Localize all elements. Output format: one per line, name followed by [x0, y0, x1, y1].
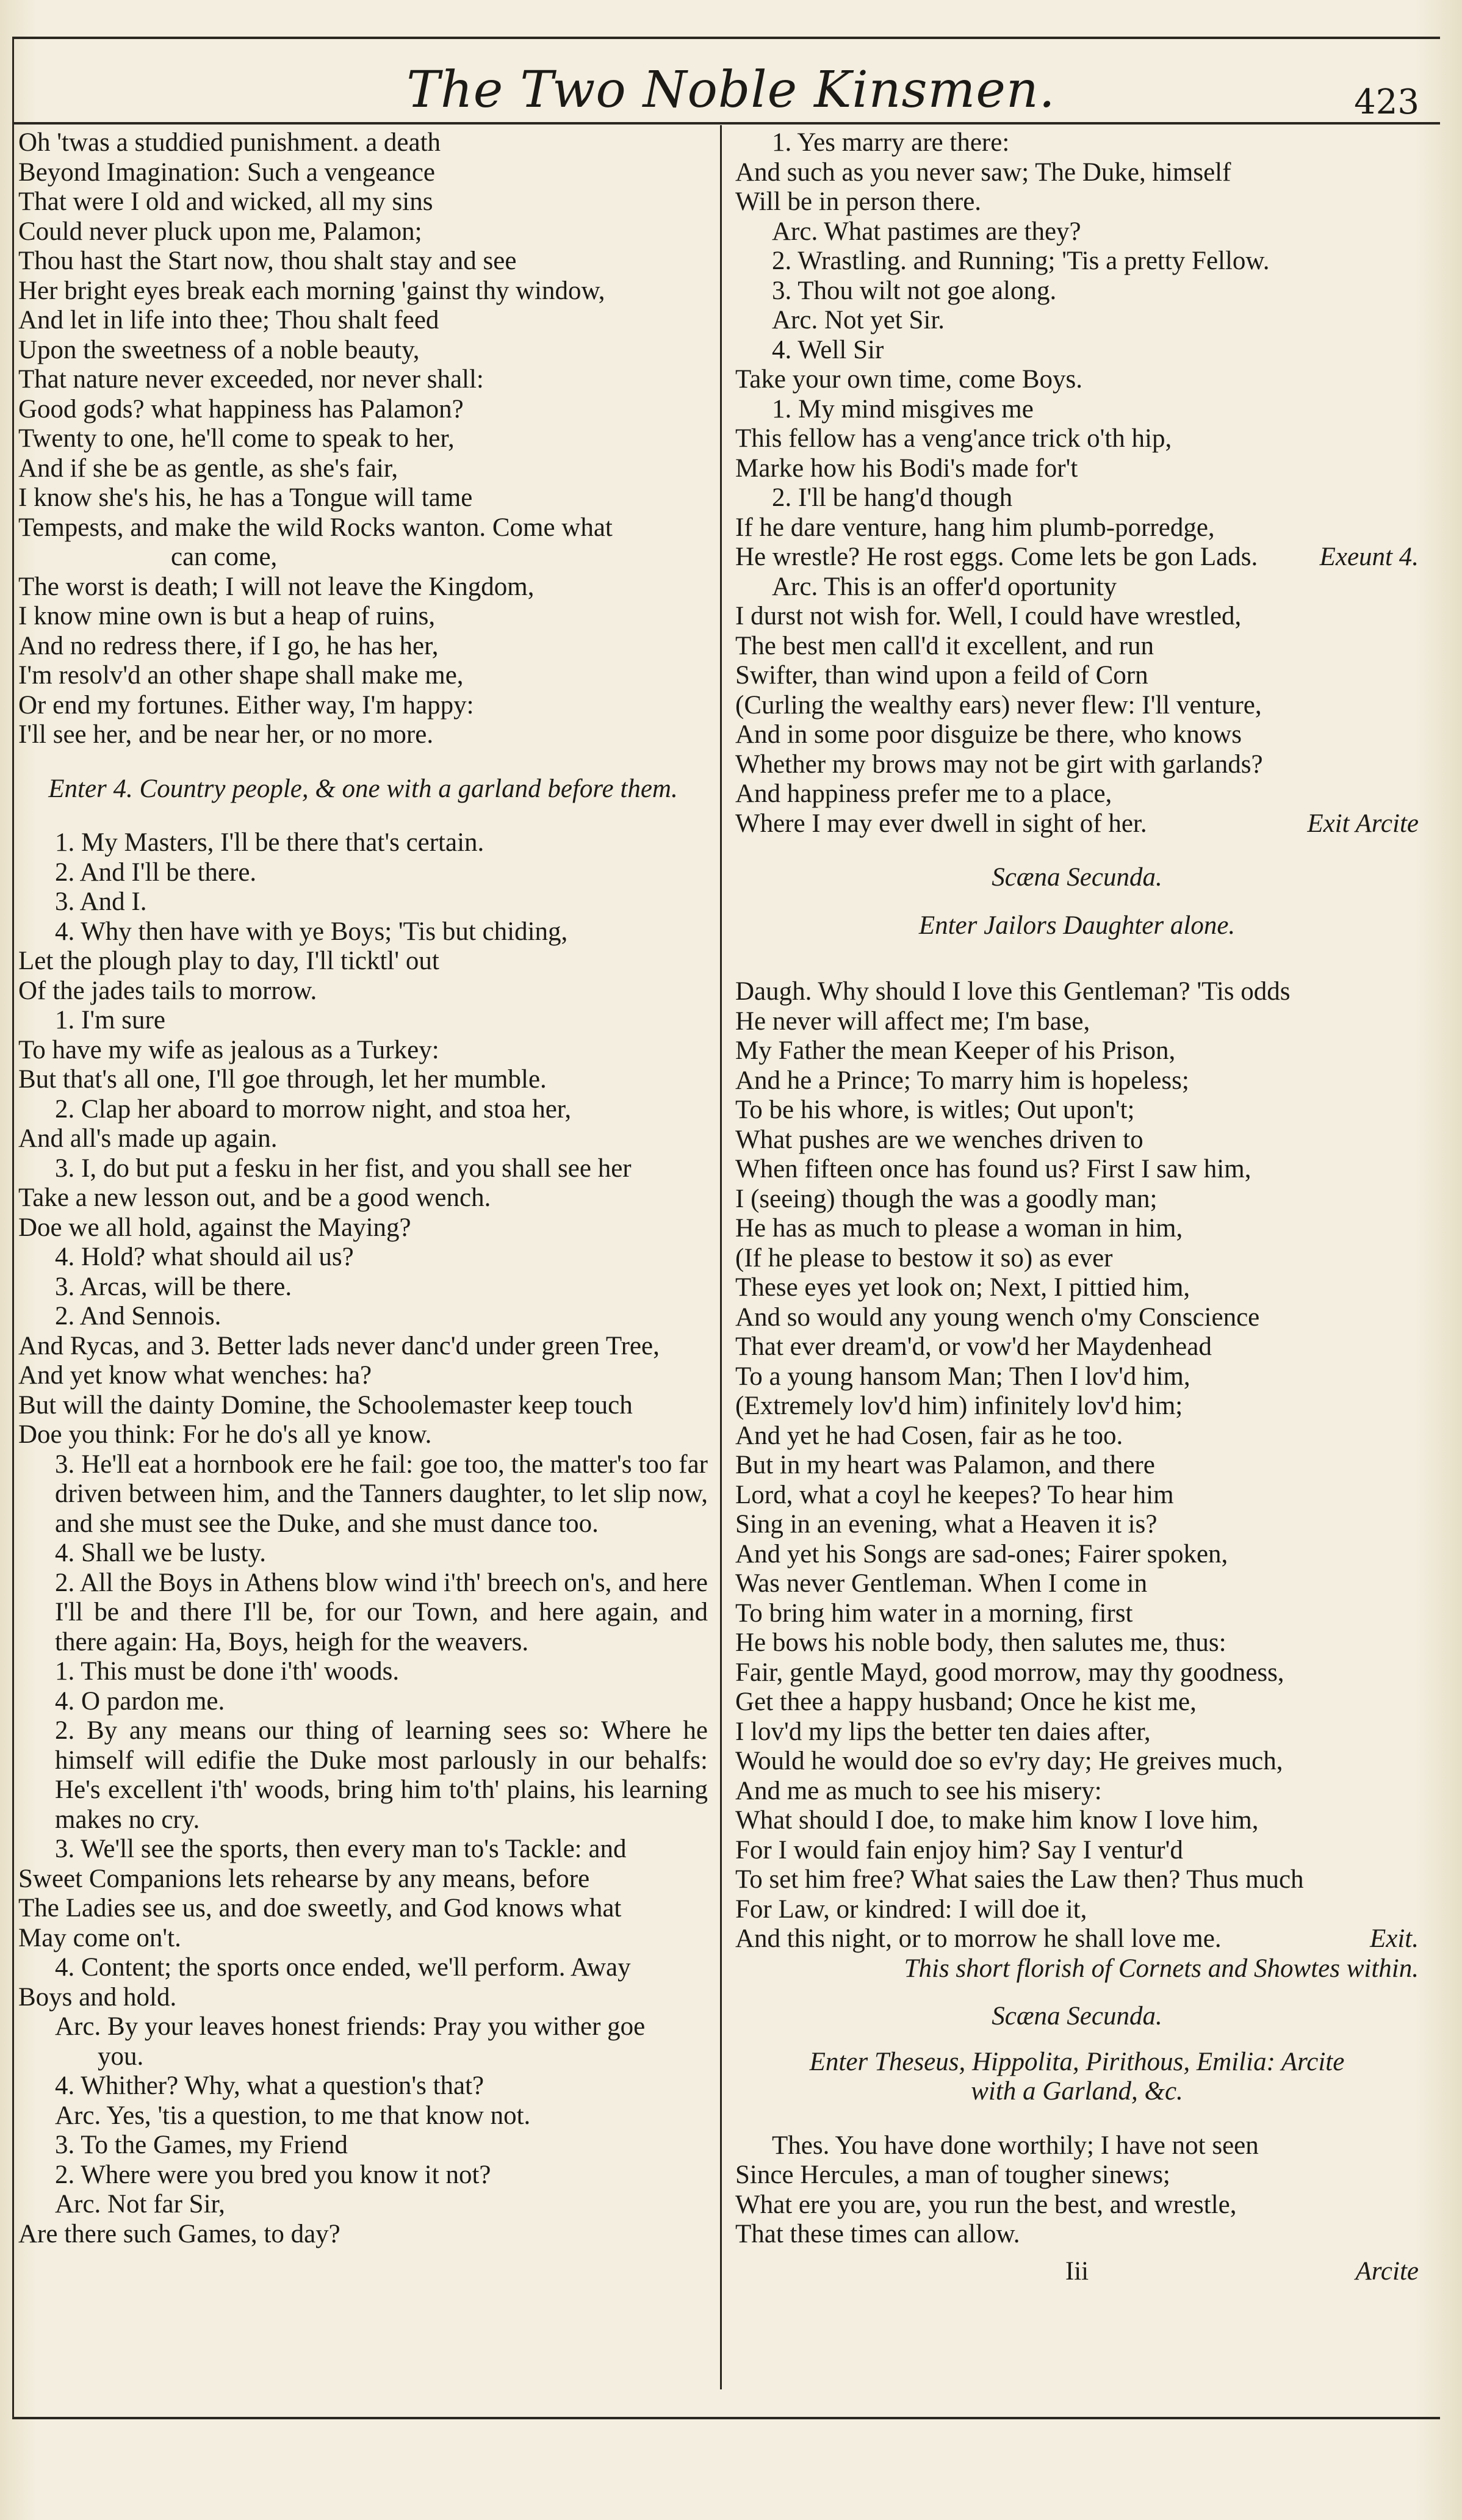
running-title: The Two Noble Kinsmen.: [406, 61, 1056, 119]
dialogue-line: 2. Wrastling. and Running; 'Tis a pretty Fellow.: [772, 247, 1270, 275]
catchword: Arcite: [1355, 2257, 1419, 2286]
speech-line: That ever dream'd, or vow'd her Maydenhead: [735, 1332, 1212, 1361]
dialogue-line: Arc. What pastimes are they?: [772, 217, 1081, 246]
flourish-direction: This short florish of Cornets and Showtes within.: [904, 1954, 1419, 1983]
dialogue-line: 4. Hold? what should ail us?: [55, 1243, 354, 1271]
speech-line: Would he would doe so ev'ry day; He greives much,: [735, 1747, 1283, 1775]
speech-line: He has as much to please a woman in him,: [735, 1214, 1183, 1243]
dialogue-line: Of the jades tails to morrow.: [18, 976, 317, 1005]
dialogue-line: 1. My mind misgives me: [772, 394, 1034, 424]
speech-text: And this night, or to morrow he shall love me.: [735, 1924, 1222, 1953]
text-line: And let in life into thee; Thou shalt feed: [18, 306, 439, 334]
text-line: Tempests, and make the wild Rocks wanton. Come what: [18, 513, 613, 542]
dialogue-line: you.: [98, 2042, 144, 2071]
speech-line: And yet his Songs are sad-ones; Fairer spoken,: [735, 1539, 1228, 1569]
text-line: Upon the sweetness of a noble beauty,: [18, 335, 420, 364]
speech-line: For Law, or kindred: I will doe it,: [735, 1894, 1087, 1924]
exeunt-direction: Exeunt 4.: [1319, 543, 1419, 571]
stage-direction: with a Garland, &c.: [971, 2077, 1183, 2106]
dialogue-text: He wrestle? He rost eggs. Come lets be gon Lads.: [735, 543, 1258, 571]
text-line: I'll see her, and be near her, or no more.: [18, 720, 434, 749]
dialogue-line: Arc. Yes, 'tis a question, to me that know not.: [55, 2101, 531, 2130]
dialogue-line: And Rycas, and 3. Better lads never danc'd under green Tree,: [18, 1331, 660, 1360]
text-line: And no redress there, if I go, he has her,: [18, 631, 439, 660]
dialogue-line: Doe you think: For he do's all ye know.: [18, 1420, 432, 1449]
speech-line: And he a Prince; To marry him is hopeless;: [735, 1066, 1189, 1095]
dialogue-line: This fellow has a veng'ance trick o'th hip,: [735, 424, 1172, 453]
speech-line: And me as much to see his misery:: [735, 1776, 1102, 1805]
dialogue-line: 1. Yes marry are there:: [772, 128, 1010, 157]
dialogue-line: [735, 543, 1419, 572]
dialogue-line: Doe we all hold, against the Maying?: [18, 1213, 411, 1242]
speech-line: He bows his noble body, then salutes me, thus:: [735, 1628, 1226, 1657]
speech-line: These eyes yet look on; Next, I pittied him,: [735, 1273, 1190, 1302]
exit-arcite-direction: Exit Arcite: [1307, 809, 1419, 838]
dialogue-line: 3. We'll see the sports, then every man to's Tackle: and: [55, 1835, 627, 1863]
speech-line: [735, 1924, 1419, 1954]
speech-line: Get thee a happy husband; Once he kist me,: [735, 1688, 1197, 1716]
speech-line: I (seeing) though the was a goodly man;: [735, 1184, 1158, 1213]
dialogue-text: Where I may ever dwell in sight of her.: [735, 809, 1147, 838]
dialogue-line: Whether my brows may not be girt with garlands?: [735, 749, 1263, 779]
text-line: I know mine own is but a heap of ruins,: [18, 602, 436, 630]
text-line: Beyond Imagination: Such a vengeance: [18, 157, 436, 187]
text-line: Twenty to one, he'll come to speak to her,: [18, 424, 455, 453]
dialogue-line: And yet know what wenches: ha?: [18, 1361, 372, 1390]
dialogue-line: 4. Shall we be lusty.: [55, 1539, 266, 1567]
header-rule: [12, 122, 1440, 125]
dialogue-line: Marke how his Bodi's made for't: [735, 453, 1078, 483]
speech-line: For I would fain enjoy him? Say I ventur'd: [735, 1835, 1183, 1865]
dialogue-line: Take your own time, come Boys.: [735, 365, 1083, 394]
speech-line: And yet he had Cosen, fair as he too.: [735, 1421, 1123, 1450]
dialogue-line: The best men call'd it excellent, and run: [735, 631, 1154, 660]
dialogue-line: 3. I, do but put a fesku in her fist, and you shall see her: [55, 1153, 632, 1183]
dialogue-line: 4. Why then have with ye Boys; 'Tis but chiding,: [55, 917, 568, 946]
dialogue-line: Take a new lesson out, and be a good wench.: [18, 1183, 491, 1212]
left-column: [18, 128, 708, 2249]
speech-line: (If he please to bestow it so) as ever: [735, 1243, 1113, 1273]
speech-line: (Extremely lov'd him) infinitely lov'd him;: [735, 1392, 1183, 1420]
dialogue-paragraph: 2. All the Boys in Athens blow wind i'th' breech on's, and here I'll be and there I'll be, for our Town, and here again, and there again: Ha, Boys, heigh for the weavers.: [55, 1568, 708, 1656]
top-border-rule: [12, 37, 1440, 39]
dialogue-line: Arc. This is an offer'd oportunity: [772, 572, 1117, 601]
dialogue-line: 1. I'm sure: [55, 1006, 165, 1034]
text-line: The worst is death; I will not leave the Kingdom,: [18, 572, 535, 601]
dialogue-line: I durst not wish for. Well, I could have wrestled,: [735, 602, 1242, 630]
speech-line: What should I doe, to make him know I love him,: [735, 1806, 1259, 1835]
speech-line: Was never Gentleman. When I come in: [735, 1569, 1148, 1598]
text-line: I know she's his, he has a Tongue will tame: [18, 483, 473, 512]
text-line: can come,: [171, 543, 278, 571]
dialogue-line: Are there such Games, to day?: [18, 2219, 340, 2248]
dialogue-line: 3. To the Games, my Friend: [55, 2131, 348, 2159]
dialogue-line: 2. Clap her aboard to morrow night, and stoa her,: [55, 1094, 572, 1124]
text-line: Her bright eyes break each morning 'gainst thy window,: [18, 276, 605, 305]
dialogue-line: The Ladies see us, and doe sweetly, and God knows what: [18, 1894, 622, 1922]
speech-line: I lov'd my lips the better ten daies after,: [735, 1717, 1151, 1746]
stage-direction: Enter 4. Country people, & one with a garland before them.: [48, 774, 678, 803]
dialogue-line: Arc. Not far Sir,: [55, 2190, 225, 2219]
dialogue-line: 1. My Masters, I'll be there that's certain.: [55, 828, 484, 857]
text-line: Or end my fortunes. Either way, I'm happy:: [18, 690, 474, 720]
text-line: Oh 'twas a studdied punishment. a death: [18, 128, 441, 157]
scene-heading: Scæna Secunda.: [992, 863, 1162, 892]
dialogue-line: Arc. By your leaves honest friends: Pray you wither goe: [55, 2012, 646, 2041]
dialogue-line: But will the dainty Domine, the Schoolemaster keep touch: [18, 1390, 633, 1420]
speech-line: Daugh. Why should I love this Gentleman? 'Tis odds: [735, 977, 1291, 1006]
dialogue-line: But that's all one, I'll goe through, let her mumble.: [18, 1065, 547, 1094]
dialogue-line: 3. Thou wilt not goe along.: [772, 276, 1057, 305]
dialogue-line: Sweet Companions lets rehearse by any means, before: [18, 1864, 590, 1893]
text-line: Good gods? what happiness has Palamon?: [18, 394, 464, 424]
speech-line: Sing in an evening, what a Heaven it is?: [735, 1510, 1158, 1539]
column-divider: [720, 125, 722, 2389]
speech-line: That these times can allow.: [735, 2220, 1020, 2248]
speech-line: What ere you are, you run the best, and wrestle,: [735, 2190, 1237, 2219]
dialogue-line: Swifter, than wind upon a feild of Corn: [735, 661, 1148, 690]
exit-direction: Exit.: [1370, 1924, 1419, 1953]
page-number: 423: [1354, 82, 1419, 122]
text-line: Could never pluck upon me, Palamon;: [18, 217, 422, 246]
dialogue-line: Boys and hold.: [18, 1982, 177, 2012]
dialogue-paragraph: 2. By any means our thing of learning sees so: Where he himself will edifie the Duke most parlously in our behalfs: He's excellent i'th' woods, bring him to'th' plains, his learning makes no cry.: [55, 1716, 708, 1834]
dialogue-line: 1. This must be done i'th' woods.: [55, 1657, 400, 1686]
dialogue-line: (Curling the wealthy ears) never flew: I'll venture,: [735, 690, 1262, 720]
speech-line: To bring him water in a morning, first: [735, 1598, 1133, 1628]
right-column: [735, 128, 1419, 2287]
dialogue-line: 2. I'll be hang'd though: [772, 483, 1013, 512]
dialogue-line: 2. And I'll be there.: [55, 857, 257, 887]
dialogue-line: 3. And I.: [55, 887, 147, 916]
dialogue-line: And all's made up again.: [18, 1124, 278, 1153]
text-line: That nature never exceeded, nor never shall:: [18, 365, 484, 394]
dialogue-line: 4. O pardon me.: [55, 1686, 225, 1716]
dialogue-line: And such as you never saw; The Duke, himself: [735, 157, 1231, 187]
dialogue-line: 4. Content; the sports once ended, we'll perform. Away: [55, 1953, 631, 1982]
scene-heading: Scæna Secunda.: [992, 2002, 1162, 2031]
dialogue-line: 2. Where were you bred you know it not?: [55, 2160, 491, 2189]
speech-line: To set him free? What saies the Law then? Thus much: [735, 1865, 1304, 1894]
dialogue-line: May come on't.: [18, 1923, 181, 1952]
text-line: I'm resolv'd an other shape shall make me,: [18, 661, 464, 690]
speech-line: Since Hercules, a man of tougher sinews;: [735, 2161, 1170, 2189]
speech-line: To a young hansom Man; Then I lov'd him,: [735, 1362, 1190, 1391]
speech-line: When fifteen once has found us? First I saw him,: [735, 1155, 1251, 1183]
speech-line: But in my heart was Palamon, and there: [735, 1451, 1155, 1479]
speech-line: Lord, what a coyl he keepes? To hear him: [735, 1480, 1174, 1509]
speech-line: Fair, gentle Mayd, good morrow, may thy goodness,: [735, 1658, 1284, 1687]
speech-line: My Father the mean Keeper of his Prison,: [735, 1036, 1176, 1065]
speech-line: What pushes are we wenches driven to: [735, 1125, 1143, 1154]
stage-direction: Enter Jailors Daughter alone.: [918, 911, 1236, 940]
dialogue-line: To have my wife as jealous as a Turkey:: [18, 1035, 439, 1064]
dialogue-line: 4. Well Sir: [772, 335, 884, 364]
dialogue-line: If he dare venture, hang him plumb-porredge,: [735, 513, 1215, 542]
dialogue-line: Arc. Not yet Sir.: [772, 306, 945, 334]
signature-mark: Iii: [1065, 2256, 1089, 2286]
stage-direction: Enter Theseus, Hippolita, Pirithous, Emilia: Arcite: [809, 2047, 1345, 2076]
dialogue-line: Will be in person there.: [735, 187, 982, 216]
dialogue-line: And in some poor disguize be there, who knows: [735, 720, 1242, 749]
dialogue-paragraph: 3. He'll eat a hornbook ere he fail: goe too, the matter's too far driven between him, and the Tanners daughter, to let slip now, and she must see the Duke, and she must dance too.: [55, 1450, 708, 1538]
text-line: That were I old and wicked, all my sins: [18, 187, 433, 216]
text-line: And if she be as gentle, as she's fair,: [18, 453, 398, 483]
dialogue-line: 4. Whither? Why, what a question's that?: [55, 2071, 484, 2100]
bottom-rule: [12, 2417, 1440, 2419]
dialogue-line: [735, 809, 1419, 839]
speech-line: To be his whore, is witles; Out upon't;: [735, 1096, 1135, 1124]
speech-line: Thes. You have done worthily; I have not seen: [772, 2131, 1259, 2160]
text-line: Thou hast the Start now, thou shalt stay and see: [18, 247, 517, 275]
dialogue-line: And happiness prefer me to a place,: [735, 779, 1112, 808]
dialogue-line: Let the plough play to day, I'll ticktl' out: [18, 947, 439, 975]
left-border-rule: [12, 37, 14, 2417]
dialogue-line: 3. Arcas, will be there.: [55, 1272, 292, 1301]
dialogue-line: 2. And Sennois.: [55, 1302, 221, 1330]
speech-line: And so would any young wench o'my Conscience: [735, 1302, 1260, 1332]
speech-line: He never will affect me; I'm base,: [735, 1006, 1090, 1036]
